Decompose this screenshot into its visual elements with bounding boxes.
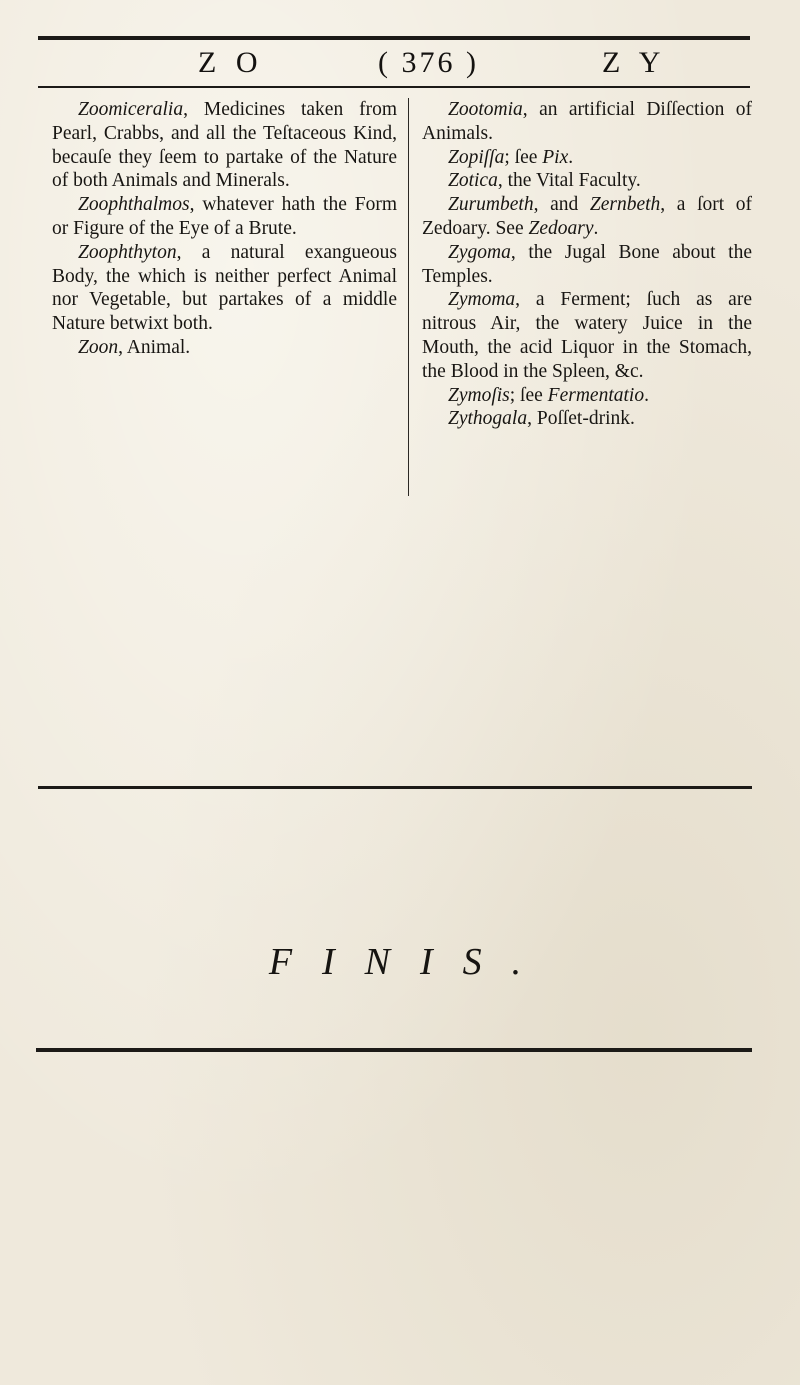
column-divider (408, 98, 409, 496)
entry-zootomia (422, 98, 752, 146)
cross-reference: Zedoary (528, 217, 594, 239)
entry-zoophthalmos (52, 193, 397, 241)
entry-definition: ; ſee (509, 384, 548, 406)
entry-term: Zoophthalmos (78, 194, 190, 216)
bottom-rule (36, 1048, 752, 1052)
entry-zythogala (422, 407, 752, 431)
entry-term: Zurumbeth (448, 194, 534, 216)
entry-term: Zoon (78, 336, 119, 358)
entry-definition: , Medicines taken from Pearl, Crabbs, and all the Teſtaceous Kind, becauſe they ſeem to partake of the Nature of both Animals and Minerals. (52, 99, 397, 192)
entry-tail-end: . (593, 217, 599, 239)
entry-zopissa (422, 146, 752, 170)
page-number: ( 376 ) (378, 46, 479, 79)
header-rule (38, 86, 750, 88)
entry-term: Zotica (448, 170, 498, 192)
entry-definition: , a natural exangueous Body, the which is neither perfect Animal nor Vegetable, but partakes of a middle Nature betwixt both. (52, 241, 397, 335)
entry-tail: , a ſort of Zedoary. See (422, 194, 753, 239)
entry-definition: , and (533, 194, 590, 216)
header-right-letters: Z Y (602, 46, 667, 79)
entry-definition: , whatever hath the Form or Figure of the Eye of a Brute. (52, 194, 397, 239)
entry-tail: . (644, 384, 649, 406)
entry-zymoma (422, 288, 752, 383)
entry-definition: , a Ferment; ſuch as are nitrous Air, the watery Juice in the Mouth, the acid Liquor in the Stomach, the Blood in the Spleen, &c. (422, 289, 752, 382)
entry-definition: ; ſee (504, 146, 543, 168)
entry-zygoma (422, 241, 752, 289)
entry-tail: . (568, 146, 574, 168)
finis-heading: FINIS. (268, 941, 552, 983)
header-left-letters: Z O (198, 46, 264, 79)
entry-term: Zymoma (448, 289, 516, 311)
entry-zotica (422, 169, 752, 193)
entry-definition: , an artificial Diſſection of Animals. (422, 99, 752, 144)
entry-definition: , Animal. (118, 336, 191, 358)
middle-rule (38, 786, 752, 789)
entry-term: Zymoſis (448, 384, 510, 406)
entry-zoon (52, 336, 397, 360)
entry-term: Zoomiceralia (78, 99, 184, 120)
entry-definition: , Poſſet-drink. (527, 408, 635, 430)
entry-term: Zoophthyton (78, 241, 177, 263)
running-header (40, 40, 750, 90)
entry-definition: , the Jugal Bone about the Temples. (422, 241, 752, 287)
entry-term: Zythogala (448, 408, 528, 430)
entry-definition: , the Vital Faculty. (497, 170, 641, 192)
right-column (422, 98, 752, 431)
entry-zurumbeth (422, 193, 752, 241)
entry-zoomiceralia (52, 98, 397, 193)
cross-reference: Pix (542, 146, 569, 168)
cross-reference: Fermentatio (547, 384, 645, 406)
entry-term: Zootomia (448, 99, 523, 120)
left-column (52, 98, 397, 360)
alt-term: Zernbeth (589, 194, 661, 216)
entry-term: Zygoma (448, 241, 511, 263)
entry-zoophthyton (52, 241, 397, 336)
entry-zymosis (422, 384, 752, 408)
entry-term: Zopiſſa (448, 146, 505, 168)
